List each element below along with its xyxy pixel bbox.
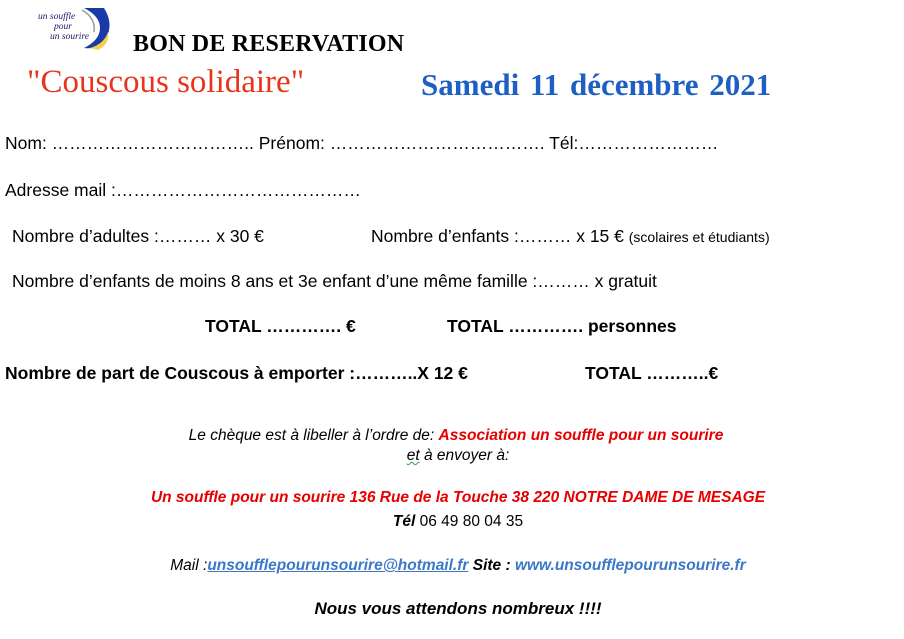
phone-value: 06 49 80 04 35 [415, 513, 524, 530]
logo-text-line1: un souffle [38, 12, 76, 22]
postal-address: Un souffle pour un sourire 136 Rue de la Touche 38 220 NOTRE DAME DE MESAGE [150, 489, 766, 506]
send-rest: à envoyer à: [419, 447, 510, 464]
site-label: Site : [468, 557, 515, 574]
mail-label: Mail : [170, 557, 208, 574]
total-euro: TOTAL …………. € [205, 316, 356, 336]
send-line [0, 447, 904, 465]
closing-message: Nous vous attendons nombreux !!!! [314, 599, 602, 618]
children-label: Nombre d’enfants :……… x 15 € [371, 226, 624, 246]
event-date: Samedi 11 décembre 2021 [421, 67, 772, 102]
cheque-line [0, 427, 904, 445]
association-logo [34, 4, 116, 54]
takeaway-line: Nombre de part de Couscous à emporter :………..X 12 € [5, 363, 468, 383]
adults-line: Nombre d’adultes :……… x 30 € [12, 226, 264, 246]
website-link[interactable]: www.unsoufflepourunsourire.fr [514, 557, 746, 574]
event-name: "Couscous solidaire" [27, 64, 305, 100]
logo-text-line3: un sourire [50, 32, 89, 42]
send-prefix: et [406, 447, 420, 464]
cheque-prefix: Le chèque est à libeller à l’ordre de: [188, 427, 439, 444]
cheque-payee: Association un souffle pour un sourire [438, 427, 724, 444]
email-link[interactable]: unsoufflepourunsourire@hotmail.fr [207, 557, 469, 574]
takeaway-total: TOTAL ………..€ [585, 363, 719, 383]
email-line: Adresse mail :…………………………………… [5, 180, 361, 200]
phone-line [0, 513, 904, 531]
contact-line [0, 557, 904, 575]
name-line: Nom: …………………………….. Prénom: ………………………………. Tél:…………………… [5, 133, 719, 153]
logo-text-line2: pour [54, 22, 72, 32]
free-children-line: Nombre d’enfants de moins 8 ans et 3e enfant d’une même famille :……… x gratuit [12, 271, 657, 291]
children-line [371, 226, 770, 247]
phone-label: Tél [392, 513, 416, 530]
page-title: BON DE RESERVATION [133, 31, 405, 57]
children-note: (scolaires et étudiants) [628, 229, 770, 245]
total-persons: TOTAL …………. personnes [447, 316, 677, 336]
